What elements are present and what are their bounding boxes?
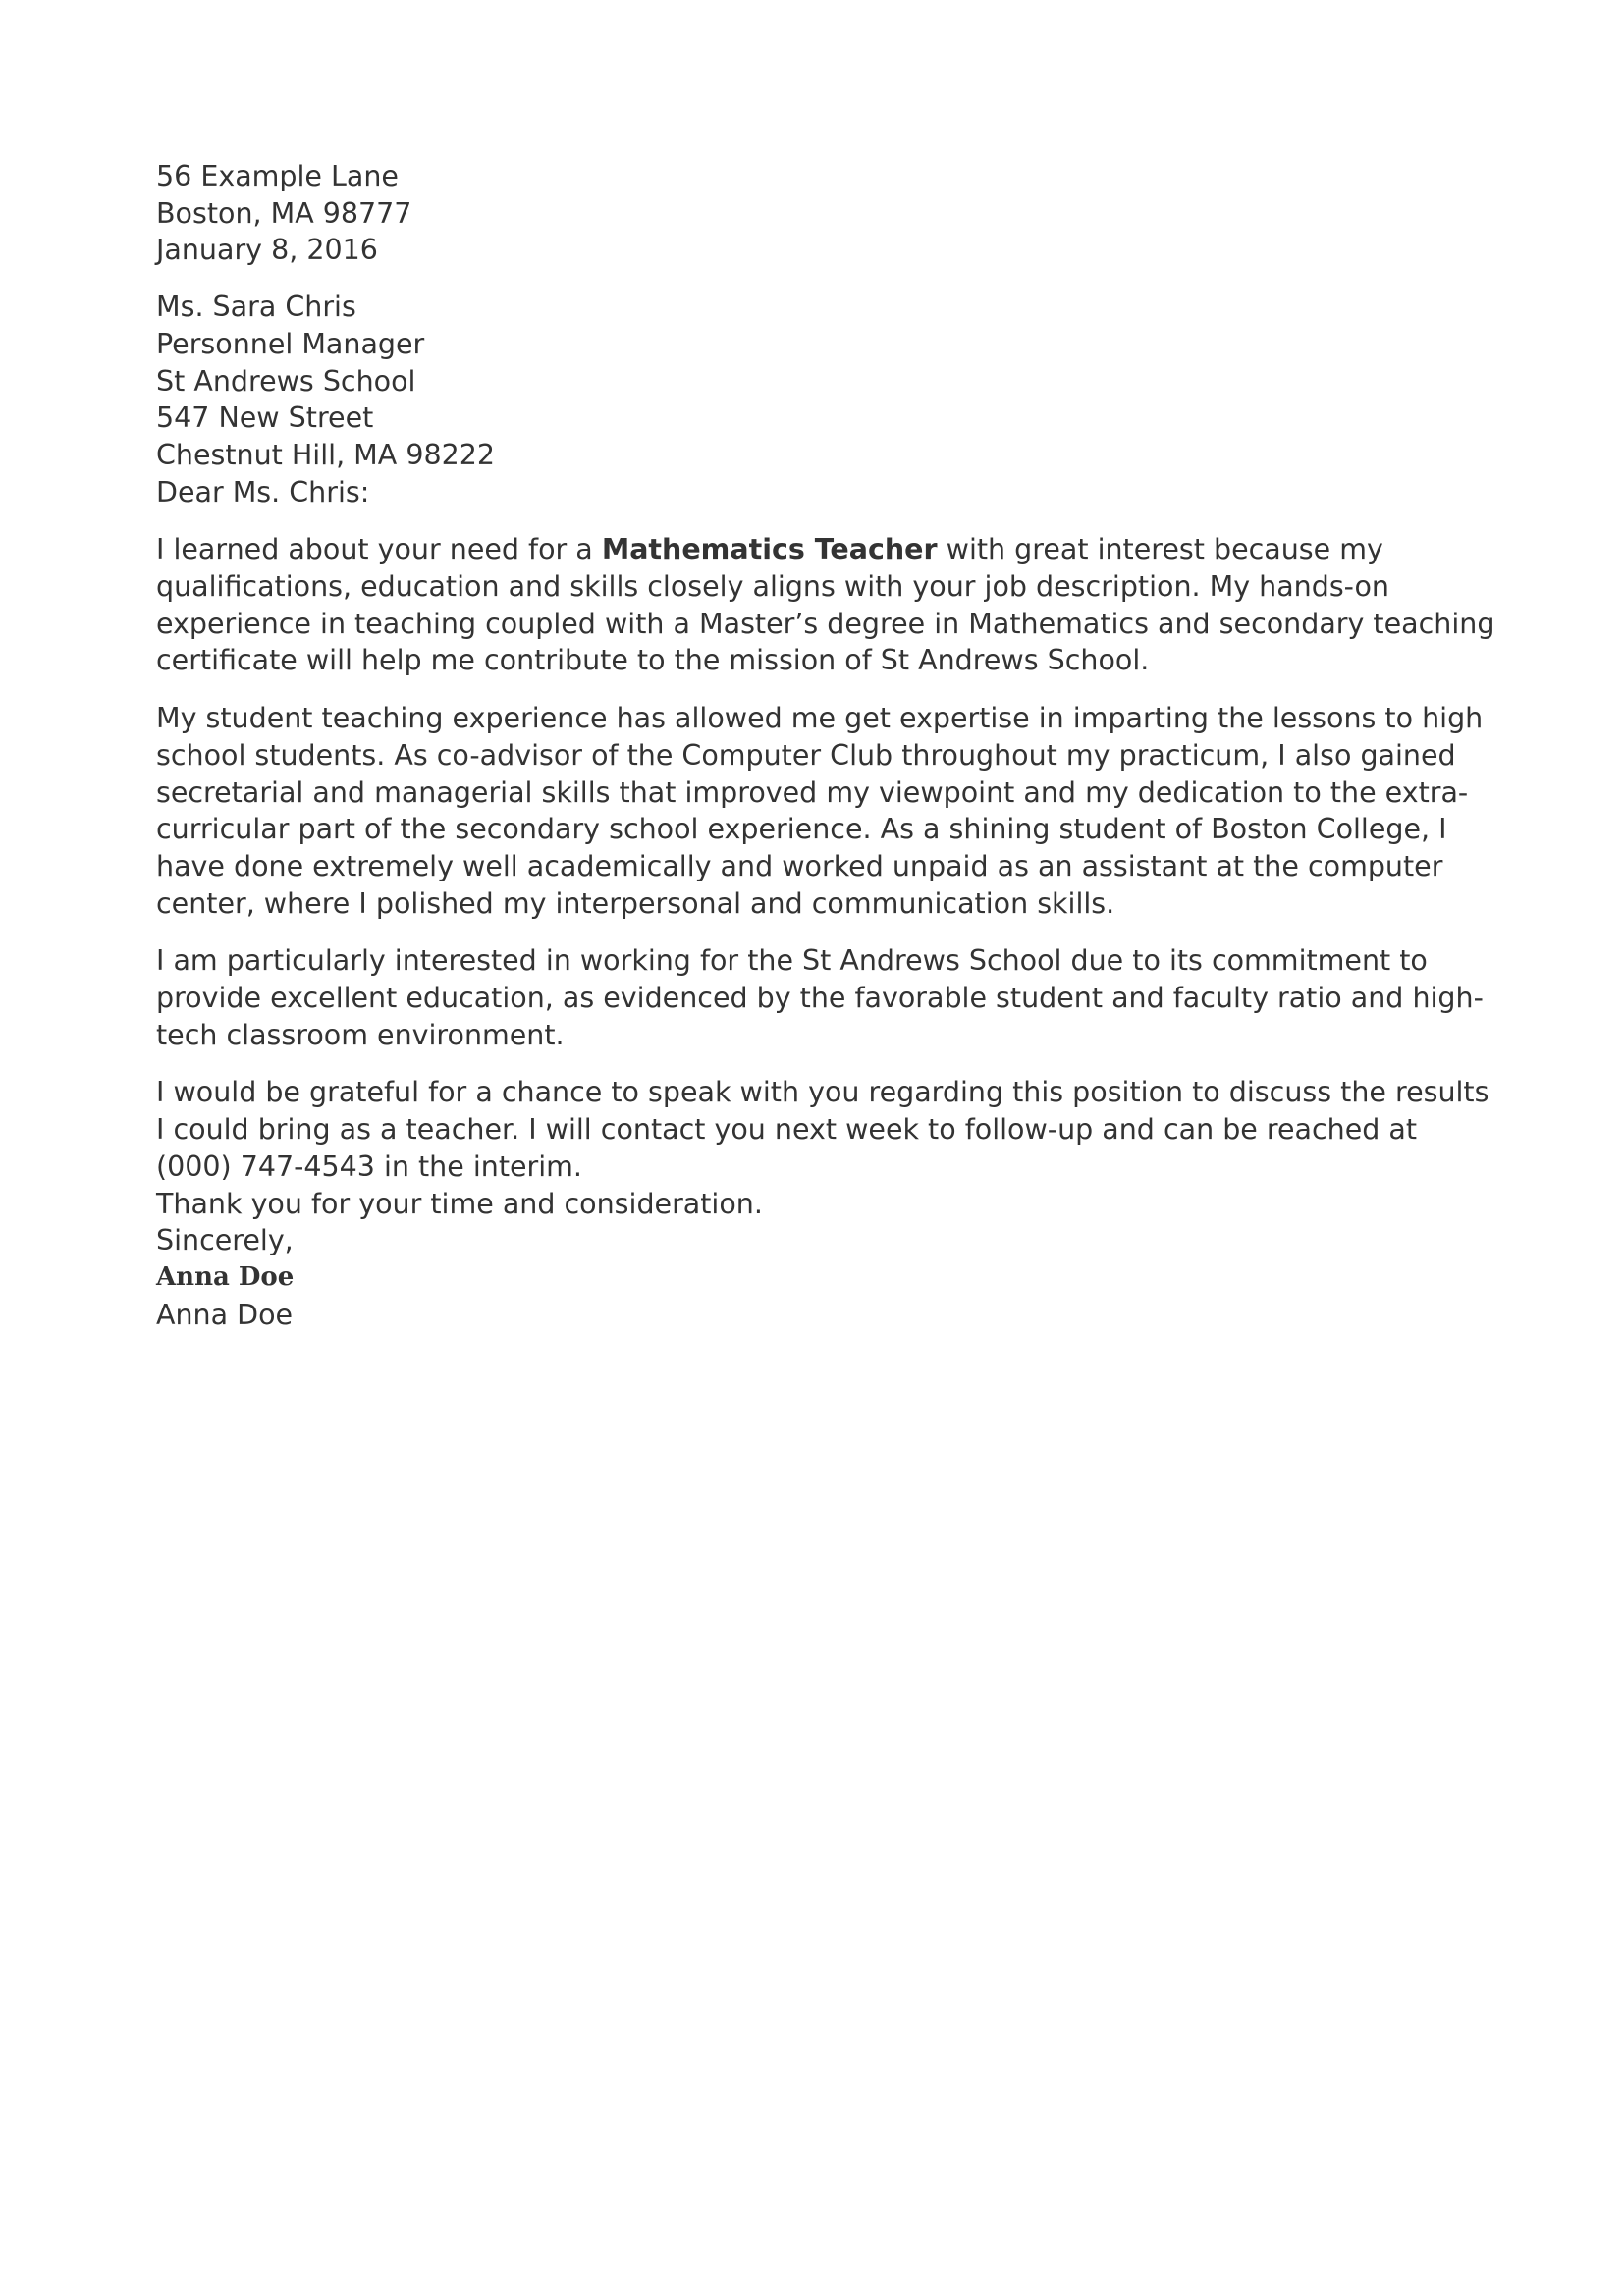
salutation: Dear Ms. Chris: — [156, 475, 370, 508]
paragraph-intro — [156, 531, 1495, 679]
paragraph-intro-line: certificate will help me contribute to the mission of St Andrews School. — [156, 644, 1150, 677]
paragraph-experience — [156, 700, 1491, 922]
paragraph-interest-line: tech classroom environment. — [156, 1018, 565, 1051]
paragraph-experience-line: center, where I polished my interpersonal and communication skills. — [156, 886, 1115, 920]
recipient-address — [156, 289, 1491, 474]
sender-city: Boston, MA 98777 — [156, 196, 412, 230]
recipient-organization: St Andrews School — [156, 364, 416, 398]
paragraph-intro-line — [156, 531, 1491, 568]
paragraph-intro-line: qualifications, education and skills closely aligns with your job description. My hands-on — [156, 570, 1389, 604]
recipient-title: Personnel Manager — [156, 327, 425, 360]
paragraph-contact-line: I could bring as a teacher. I will contact you next week to follow-up and can be reached at — [156, 1113, 1418, 1147]
paragraph-contact — [156, 1074, 1491, 1185]
recipient-name: Ms. Sara Chris — [156, 291, 356, 324]
paragraph-experience-line: school students. As co-advisor of the Computer Club throughout my practicum, I also gained — [156, 738, 1456, 772]
paragraph-contact-line: I would be grateful for a chance to speak with you regarding this position to discuss the results — [156, 1076, 1489, 1109]
paragraph-contact-line: (000) 747-4543 in the interim. — [156, 1149, 582, 1183]
paragraph-experience-line: curricular part of the secondary school experience. As a shining student of Boston College, I — [156, 813, 1447, 846]
signature: Anna Doe — [156, 1261, 295, 1292]
paragraph-experience-line: have done extremely well academically and worked unpaid as an assistant at the computer — [156, 849, 1443, 882]
letter-date: January 8, 2016 — [156, 234, 378, 267]
sender-street: 56 Example Lane — [156, 160, 399, 192]
recipient-city: Chestnut Hill, MA 98222 — [156, 438, 495, 471]
sender-address — [156, 158, 1491, 232]
paragraph-interest-line: I am particularly interested in working for the St Andrews School due to its commitment to — [156, 944, 1428, 978]
thanks-line: Thank you for your time and consideration. — [156, 1187, 763, 1220]
position-title: Mathematics Teacher — [601, 533, 938, 566]
paragraph-interest-line: provide excellent education, as evidenced by the favorable student and faculty ratio and high- — [156, 982, 1484, 1015]
intro-line-rest: with great interest because my — [937, 533, 1383, 566]
typed-name: Anna Doe — [156, 1298, 294, 1331]
paragraph-intro-line: experience in teaching coupled with a Master’s degree in Mathematics and secondary teaching — [156, 607, 1495, 640]
paragraph-interest — [156, 942, 1491, 1053]
closing: Sincerely, — [156, 1224, 294, 1257]
recipient-street: 547 New Street — [156, 401, 374, 435]
intro-lead-text: I learned about your need for a — [156, 533, 602, 566]
cover-letter — [156, 158, 1495, 1333]
paragraph-experience-line: secretarial and managerial skills that improved my viewpoint and my dedication to the extra- — [156, 775, 1469, 809]
paragraph-experience-line: My student teaching experience has allowed me get expertise in imparting the lessons to high — [156, 702, 1484, 735]
